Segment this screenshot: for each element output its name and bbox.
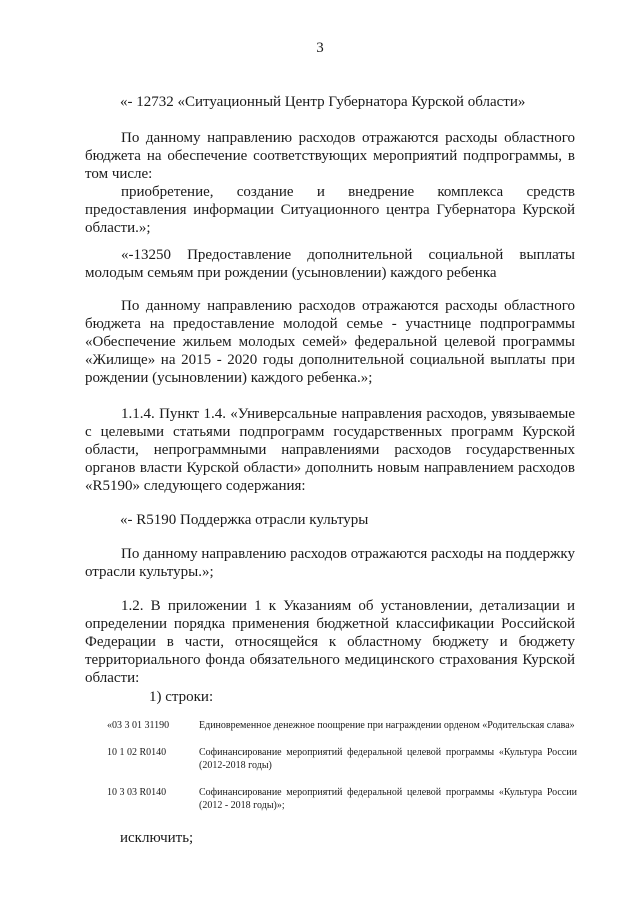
code-cell: «03 3 01 31190 <box>107 720 170 731</box>
description-cell: Софинансирование мероприятий федеральной целевой программы «Культура России (2012 - 2018 годы)»; <box>199 787 577 811</box>
heading-13250-text: «-13250 Предоставление дополнительной социальной выплаты молодым семьям при рождении (усыновлении) каждого ребенка <box>85 247 575 281</box>
paragraph-1-1-4-text: 1.1.4. Пункт 1.4. «Универсальные направления расходов, увязываемые с целевыми статьями подпрограмм государственных программ Курской области, непрограммными направлениями расходов государственных органов власти Курской области» дополнить новым направлением расходов «R5190» следующего содержания: <box>85 406 575 494</box>
paragraph-13250-text: По данному направлению расходов отражаются расходы областного бюджета на предоставление молодой семье - участнице подпрограммы «Обеспечение жильем молодых семей» федеральной целевой программы «Жилище» на 2015 - 2020 годы дополнительной социальной выплаты при рождении (усыновлении) каждого ребенка.»; <box>85 298 575 386</box>
codes-table <box>107 719 577 826</box>
exclude-text: исключить; <box>120 830 194 846</box>
paragraph-13250 <box>85 297 575 387</box>
subitem-1: 1) строки: <box>149 689 214 705</box>
code-cell: 10 3 03 R0140 <box>107 787 167 798</box>
codes-row <box>107 746 577 772</box>
paragraph-12732-items: приобретение, создание и внедрение комплекса средств предоставления информации Ситуационного центра Губернатора Курской области.»; <box>85 184 575 236</box>
paragraph-1-1-4 <box>85 405 575 495</box>
codes-row <box>107 719 577 732</box>
paragraph-1-2 <box>85 597 575 687</box>
paragraph-1-2-text: 1.2. В приложении 1 к Указаниям об установлении, детализации и определении порядка применения бюджетной классификации Российской Федерации в части, относящейся к областному бюджету и бюджету территориального фонда обязательного медицинского страхования Курской области: <box>85 598 575 686</box>
paragraph-12732-text: По данному направлению расходов отражаются расходы областного бюджета на обеспечение соответствующих мероприятий подпрограммы, в том числе: <box>85 130 575 182</box>
heading-12732: «- 12732 «Ситуационный Центр Губернатора Курской области» <box>120 94 526 110</box>
description-cell: Единовременное денежное поощрение при награждении орденом «Родительская слава» <box>199 720 575 731</box>
heading-13250 <box>85 246 575 282</box>
codes-row <box>107 786 577 812</box>
heading-r5190: «- R5190 Поддержка отрасли культуры <box>120 512 369 528</box>
description-cell: Софинансирование мероприятий федеральной целевой программы «Культура России (2012-2018 годы) <box>199 747 577 771</box>
paragraph-r5190-text: По данному направлению расходов отражаются расходы на поддержку отрасли культуры.»; <box>85 546 575 580</box>
page-number: 3 <box>316 40 324 56</box>
paragraph-r5190 <box>85 545 575 581</box>
code-cell: 10 1 02 R0140 <box>107 747 167 758</box>
paragraph-12732-description <box>85 129 575 237</box>
